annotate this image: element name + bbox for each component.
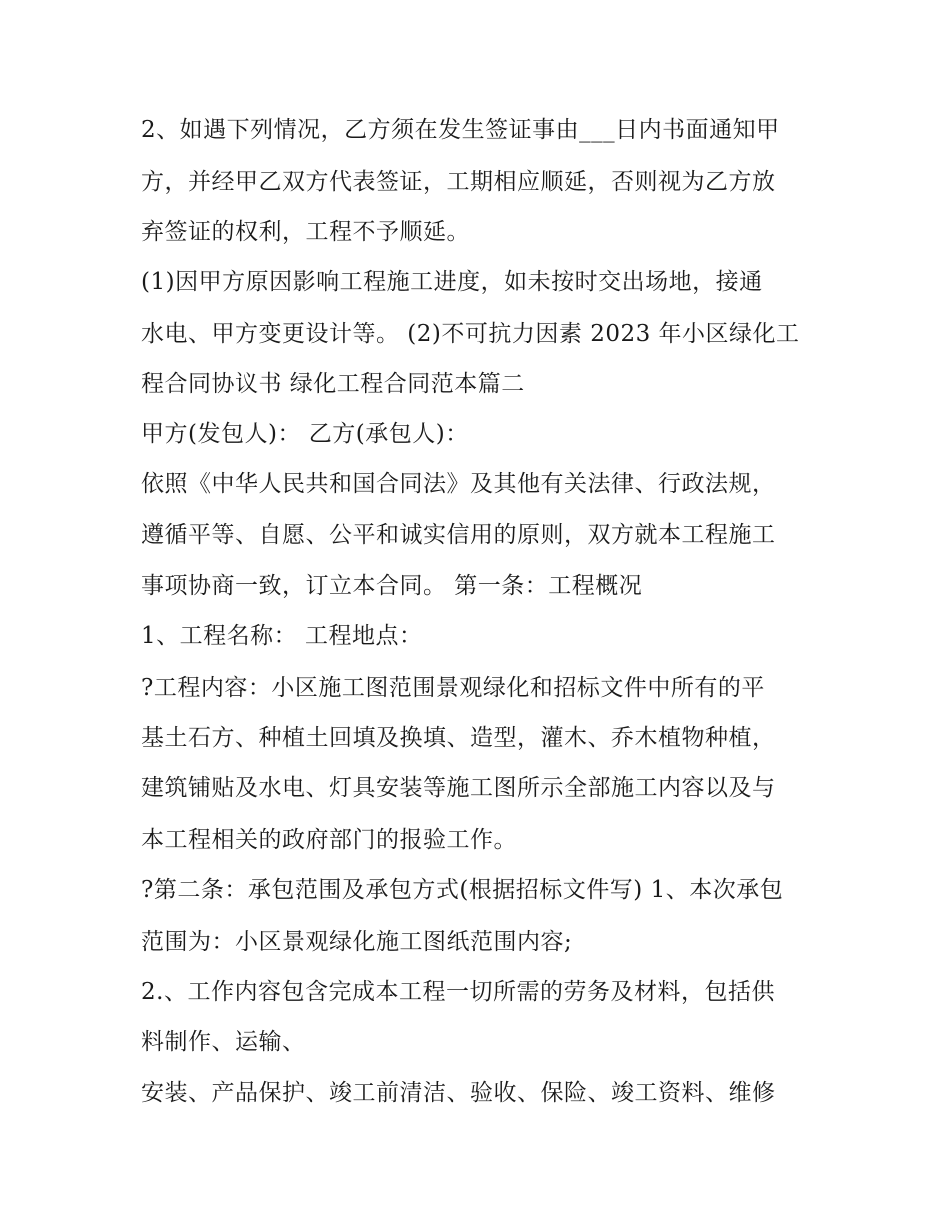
text-line: 2、如遇下列情况，乙方须在发生签证事由___日内书面通知甲 xyxy=(141,117,780,143)
text-line: (1)因甲方原因影响工程施工进度，如未按时交出场地，接通 xyxy=(141,269,763,295)
text-line: 甲方(发包人)： 乙方(承包人)： xyxy=(141,421,469,447)
text-line: 2.、工作内容包含完成本工程一切所需的劳务及材料，包括供 xyxy=(141,979,775,1005)
text-line: 范围为：小区景观绿化施工图纸范围内容; xyxy=(141,929,573,955)
text-line: 安装、产品保护、竣工前清洁、验收、保险、竣工资料、维修 xyxy=(141,1080,776,1106)
text-line: 料制作、运输、 xyxy=(141,1029,306,1055)
text-line: ?工程内容：小区施工图范围景观绿化和招标文件中所有的平 xyxy=(141,675,765,701)
text-line: 遵循平等、自愿、公平和诚实信用的原则，双方就本工程施工 xyxy=(141,522,776,548)
text-line: 程合同协议书 绿化工程合同范本篇二 xyxy=(141,371,525,397)
text-line: 水电、甲方变更设计等。 (2)不可抗力因素 2023 年小区绿化工 xyxy=(141,321,800,347)
text-line: ?第二条：承包范围及承包方式(根据招标文件写) 1、本次承包 xyxy=(141,877,784,903)
text-line: 本工程相关的政府部门的报验工作。 xyxy=(141,827,517,853)
text-line: 依照《中华人民共和国合同法》及其他有关法律、行政法规， xyxy=(141,471,776,497)
text-line: 基土石方、种植土回填及换填、造型，灌木、乔木植物种植， xyxy=(141,725,776,751)
text-line: 弃签证的权利，工程不予顺延。 xyxy=(141,219,470,245)
text-line: 1、工程名称： 工程地点： xyxy=(141,623,423,649)
text-line: 事项协商一致，订立本合同。 第一条：工程概况 xyxy=(141,573,643,599)
text-line: 方，并经甲乙双方代表签证，工期相应顺延，否则视为乙方放 xyxy=(141,169,776,195)
text-line: 建筑铺贴及水电、灯具安装等施工图所示全部施工内容以及与 xyxy=(141,775,776,801)
